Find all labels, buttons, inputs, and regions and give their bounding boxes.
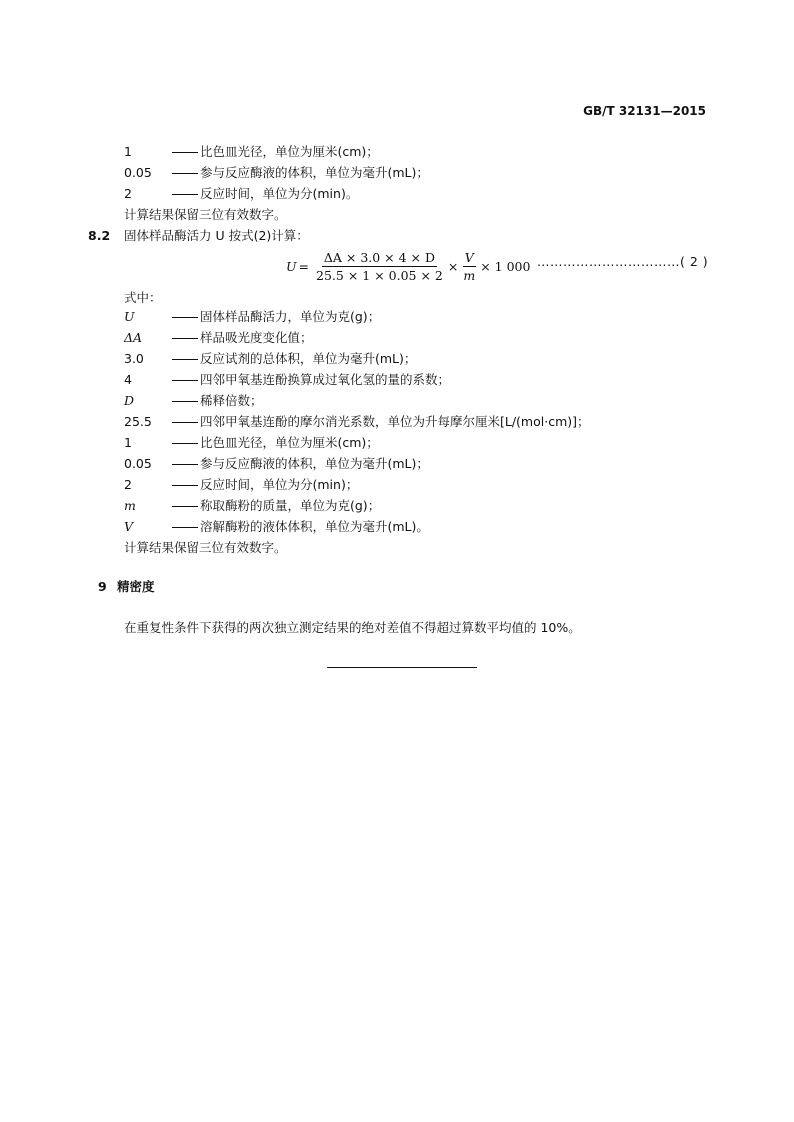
dash-rule [172, 194, 198, 195]
dash-rule [172, 527, 198, 528]
section-number: 8.2 [88, 228, 111, 243]
dash-rule [172, 380, 198, 381]
dash-rule [172, 443, 198, 444]
definition-text: 反应试剂的总体积，单位为毫升(mL)； [200, 351, 417, 366]
definition-line [124, 518, 429, 536]
definition-text: 稀释倍数； [200, 393, 263, 408]
definition-symbol: 1 [124, 144, 132, 159]
dash-rule [172, 464, 198, 465]
definition-symbol: 2 [124, 477, 132, 492]
definition-text: 固体样品酶活力，单位为克(g)； [200, 309, 381, 324]
fraction-numerator: ΔA × 3.0 × 4 × D [323, 249, 436, 265]
definition-text: 参与反应酶液的体积，单位为毫升(mL)； [200, 165, 429, 180]
definition-line [124, 413, 590, 431]
definition-line [124, 329, 313, 347]
where-label: 式中： [124, 290, 162, 305]
definition-symbol: U [124, 309, 135, 324]
dash-rule [172, 359, 198, 360]
definition-line [124, 476, 358, 494]
definition-symbol: 0.05 [124, 456, 152, 471]
definition-symbol: V [124, 519, 134, 534]
formula-fraction-1 [314, 250, 445, 283]
fraction-denominator: m [463, 267, 476, 283]
definition-line [124, 350, 416, 368]
definition-line [124, 371, 450, 389]
formula-2 [286, 246, 530, 286]
definition-symbol: 4 [124, 372, 132, 387]
dash-rule [172, 422, 198, 423]
definition-line [124, 497, 380, 515]
section-body: 在重复性条件下获得的两次独立测定结果的绝对差值不得超过算数平均值的 10%。 [124, 620, 581, 635]
definition-text: 参与反应酶液的体积，单位为毫升(mL)； [200, 456, 429, 471]
dash-rule [172, 317, 198, 318]
formula-lhs: U [286, 258, 297, 274]
definition-text: 称取酶粉的质量，单位为克(g)； [200, 498, 381, 513]
section-heading: 精密度 [117, 579, 155, 594]
formula-equals: = [298, 258, 310, 274]
definition-symbol: 0.05 [124, 165, 152, 180]
definition-text: 四邻甲氧基连酚的摩尔消光系数，单位为升每摩尔厘米[L/(mol·cm)]； [200, 414, 590, 429]
definition-symbol: 2 [124, 186, 132, 201]
standard-code: GB/T 32131—2015 [583, 104, 706, 118]
formula-times: × [447, 258, 459, 274]
definition-symbol: m [124, 498, 136, 513]
fraction-denominator: 25.5 × 1 × 0.05 × 2 [316, 267, 443, 283]
formula-number: ……………………………( 2 ) [537, 254, 709, 269]
definition-text: 四邻甲氧基连酚换算成过氧化氢的量的系数； [200, 372, 451, 387]
formula-fraction-2 [461, 250, 477, 283]
note-text: 计算结果保留三位有效数字。 [124, 207, 287, 222]
definition-text: 样品吸光度变化值； [200, 330, 313, 345]
section-number: 9 [98, 579, 107, 594]
dash-rule [172, 152, 198, 153]
dash-rule [172, 401, 198, 402]
definition-line [124, 143, 379, 161]
note-text: 计算结果保留三位有效数字。 [124, 540, 287, 555]
definition-line [124, 185, 358, 203]
definition-symbol: D [124, 393, 135, 408]
definition-text: 溶解酶粉的液体体积，单位为毫升(mL)。 [200, 519, 429, 534]
fraction-numerator: V [464, 249, 474, 265]
definition-text: 反应时间，单位为分(min)。 [200, 186, 359, 201]
definition-text: 比色皿光径，单位为厘米(cm)； [200, 144, 379, 159]
definition-text: 反应时间，单位为分(min)； [200, 477, 359, 492]
end-rule [327, 667, 477, 668]
formula-tail: × 1 000 [480, 258, 531, 274]
dash-rule [172, 506, 198, 507]
definition-line [124, 392, 263, 410]
definition-line [124, 434, 379, 452]
definition-line [124, 164, 429, 182]
definition-symbol: 25.5 [124, 414, 152, 429]
definition-symbol: ΔA [124, 330, 143, 345]
definition-line [124, 308, 380, 326]
definition-symbol: 3.0 [124, 351, 144, 366]
definition-symbol: 1 [124, 435, 132, 450]
dash-rule [172, 338, 198, 339]
section-heading: 固体样品酶活力 U 按式(2)计算： [124, 228, 309, 243]
dash-rule [172, 173, 198, 174]
definition-text: 比色皿光径，单位为厘米(cm)； [200, 435, 379, 450]
dash-rule [172, 485, 198, 486]
definition-line [124, 455, 429, 473]
